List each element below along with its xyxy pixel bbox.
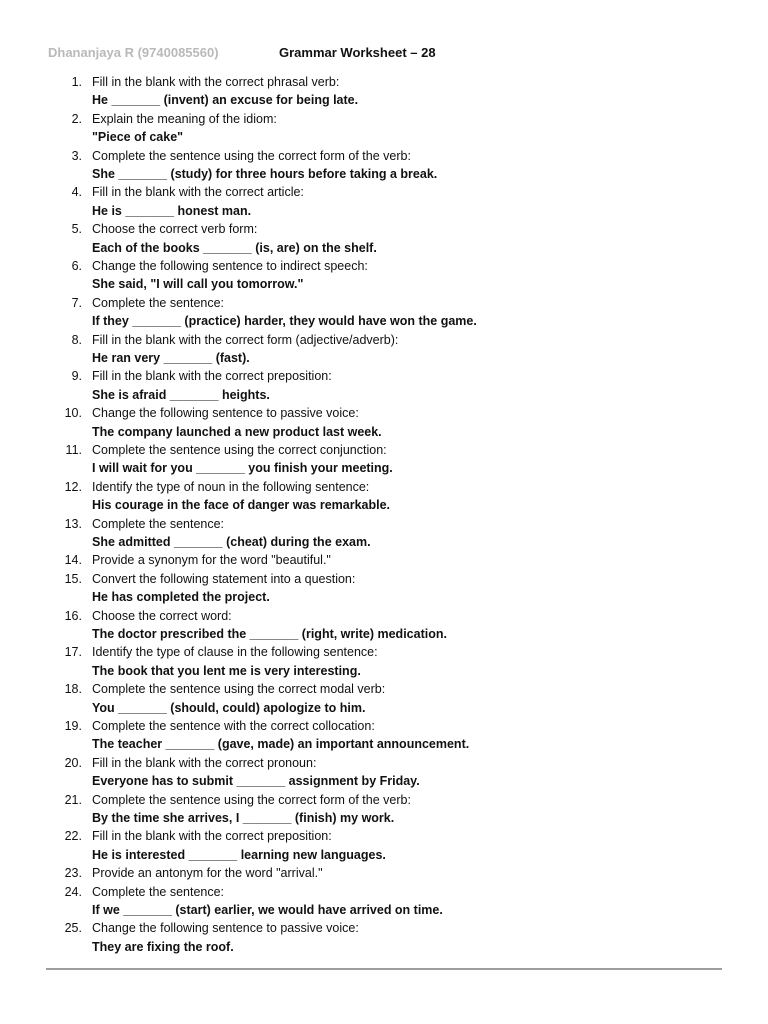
question-prompt: Fill in the blank with the correct preposition: [92,369,332,384]
question-item [0,441,768,478]
question-prompt: Identify the type of clause in the following sentence: [92,645,378,660]
question-number: 19. [64,718,82,733]
question-sentence: The company launched a new product last week. [92,424,382,439]
question-prompt: Choose the correct verb form: [92,222,258,237]
question-sentence: They are fixing the roof. [92,939,234,954]
question-item [0,680,768,717]
question-number: 7. [71,295,82,310]
question-number: 15. [64,571,82,586]
question-item [0,367,768,404]
question-sentence: She is afraid _______ heights. [92,387,270,402]
question-number: 11. [65,442,82,457]
question-sentence: The doctor prescribed the _______ (right, write) medication. [92,626,447,641]
question-prompt: Complete the sentence: [92,884,225,899]
question-sentence: The book that you lent me is very interesting. [92,663,361,678]
question-number: 24. [64,884,82,899]
question-item [0,754,768,791]
question-item [0,404,768,441]
question-item [0,220,768,257]
question-sentence: Everyone has to submit _______ assignment by Friday. [92,774,420,789]
question-prompt: Choose the correct word: [92,608,232,623]
question-prompt: Provide an antonym for the word "arrival." [92,866,323,881]
question-item [0,883,768,920]
question-number: 9. [71,369,82,384]
page-header [48,45,728,61]
author-credit: Dhananjaya R (9740085560) [48,45,219,60]
question-number: 10. [64,406,82,421]
question-number: 18. [64,682,82,697]
question-number: 3. [71,148,82,163]
question-number: 20. [64,755,82,770]
question-prompt: Change the following sentence to indirect speech: [92,258,368,273]
question-prompt: Complete the sentence with the correct collocation: [92,718,375,733]
question-sentence: If we _______ (start) earlier, we would have arrived on time. [92,902,443,917]
question-item [0,717,768,754]
question-sentence: "Piece of cake" [92,130,184,145]
question-sentence: She said, "I will call you tomorrow." [92,277,304,292]
question-prompt: Convert the following statement into a question: [92,571,356,586]
question-sentence: You _______ (should, could) apologize to him. [92,700,366,715]
question-number: 25. [64,921,82,936]
question-item [0,570,768,607]
question-prompt: Identify the type of noun in the following sentence: [92,479,370,494]
question-item [0,478,768,515]
question-number: 8. [71,332,82,347]
question-prompt: Complete the sentence: [92,516,225,531]
question-sentence: He _______ (invent) an excuse for being late. [92,93,359,108]
question-item [0,864,768,882]
question-sentence: He has completed the project. [92,590,270,605]
question-prompt: Complete the sentence using the correct modal verb: [92,682,386,697]
question-item [0,73,768,110]
question-item [0,183,768,220]
question-prompt: Provide a synonym for the word "beautiful." [92,553,331,568]
question-item [0,607,768,644]
question-item [0,791,768,828]
question-sentence: His courage in the face of danger was remarkable. [92,498,391,513]
question-item [0,515,768,552]
question-prompt: Complete the sentence: [92,295,225,310]
question-prompt: Change the following sentence to passive voice: [92,406,359,421]
question-item [0,643,768,680]
question-prompt: Fill in the blank with the correct form (adjective/adverb): [92,332,399,347]
question-sentence: By the time she arrives, I _______ (finish) my work. [92,810,395,825]
question-sentence: He is interested _______ learning new languages. [92,847,386,862]
question-number: 21. [64,792,82,807]
question-prompt: Complete the sentence using the correct conjunction: [92,442,387,457]
question-prompt: Fill in the blank with the correct preposition: [92,829,332,844]
question-number: 6. [71,258,82,273]
question-prompt: Fill in the blank with the correct phrasal verb: [92,75,340,89]
question-sentence: He is _______ honest man. [92,203,252,218]
question-item [0,147,768,184]
question-number: 5. [71,222,82,237]
question-sentence: She _______ (study) for three hours before taking a break. [92,166,438,181]
question-prompt: Change the following sentence to passive voice: [92,921,359,936]
question-number: 4. [71,185,82,200]
question-item [0,919,768,956]
question-number: 12. [64,479,82,494]
question-number: 16. [64,608,82,623]
question-item [0,257,768,294]
footer-divider [46,968,722,970]
question-list [0,73,768,956]
question-sentence: If they _______ (practice) harder, they would have won the game. [92,314,477,329]
question-number: 1. [71,75,82,89]
question-item [0,331,768,368]
question-prompt: Explain the meaning of the idiom: [92,111,277,126]
question-prompt: Fill in the blank with the correct article: [92,185,304,200]
question-number: 2. [71,111,82,126]
question-prompt: Fill in the blank with the correct pronoun: [92,755,317,770]
question-prompt: Complete the sentence using the correct form of the verb: [92,148,411,163]
question-sentence: I will wait for you _______ you finish your meeting. [92,461,393,476]
question-sentence: She admitted _______ (cheat) during the exam. [92,534,371,549]
question-number: 13. [64,516,82,531]
question-number: 14. [64,553,82,568]
question-number: 23. [64,866,82,881]
question-sentence: Each of the books _______ (is, are) on the shelf. [92,240,377,255]
worksheet-title: Grammar Worksheet – 28 [279,45,436,60]
question-item [0,294,768,331]
question-item [0,551,768,569]
question-prompt: Complete the sentence using the correct form of the verb: [92,792,411,807]
question-sentence: He ran very _______ (fast). [92,350,250,365]
question-item [0,110,768,147]
question-number: 17. [64,645,82,660]
question-item [0,827,768,864]
question-sentence: The teacher _______ (gave, made) an important announcement. [92,737,470,752]
question-number: 22. [64,829,82,844]
